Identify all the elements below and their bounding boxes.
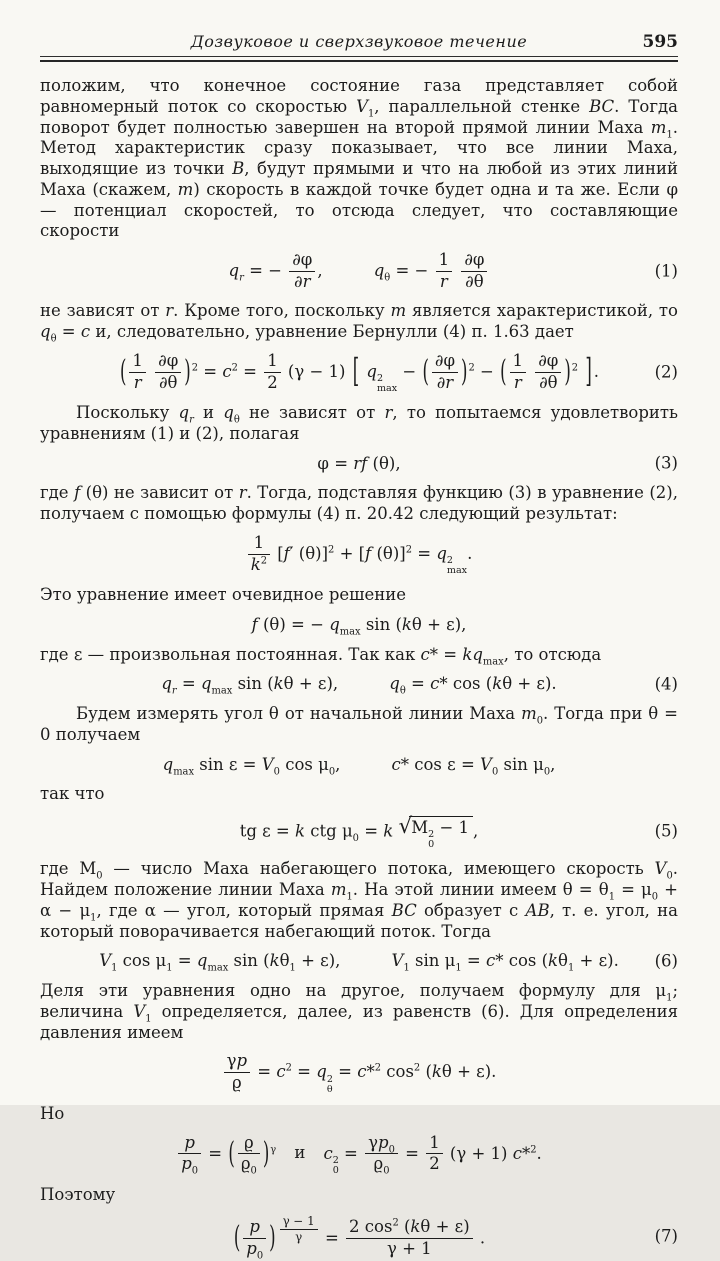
equation-5-body: tg ε = k ctg $\mu_0 = k$ √M 2 0 − 1 , — [239, 813, 479, 851]
equation-2-body: ( $\frac{1}{r}$ $\frac{\partial\varphi}{\partial\theta}$ )$^2 = c^2$ = $\frac{1}{2}$ (γ − 1) [ q 2 max − ( $\frac{\partial\varphi}{\partial r}$ )$^2$ − ( $\frac{1}{r}$ $\frac{\partial\varphi}{\partial\theta}$ )$^2$ ] . — [119, 350, 600, 395]
equation-adiabat — [40, 1134, 678, 1176]
equation-6-body: $V_1$ $\cos \mu_1 = q_{max}$ $\sin (k\theta_1 + \varepsilon)$, $V_1$ $\sin \mu_1 = c*$ $\cos (k\theta_1 + \varepsilon)$. — [99, 951, 619, 974]
equation-pressure-body: $\frac{\gamma p}{ϱ}$ = $c^2 = q$ 2 θ = c*$^2$ $\cos^2 (k\theta + \varepsilon)$. — [222, 1052, 497, 1094]
equation-7-body: ( $\frac{p}{p_0}$ ) $\frac{\gamma - 1}{\gamma}$ = $\frac{2 \cos^2 (k\theta + \varepsilon)}{\gamma + 1}$ . — [233, 1213, 486, 1261]
equation-1-body: $q_r$ = − $\frac{\partial\varphi}{\partial r}$ , $q_\theta$ = − $\frac{1}{r}$ $\frac{\partial\varphi}{\partial\theta}$ — [229, 251, 490, 292]
paragraph-5: Это уравнение имеет очевидное решение — [40, 585, 407, 605]
equation-f-solution-body: f (θ) = − $q_{max}$ sin (kθ + ε), — [251, 614, 467, 638]
equation-initial-conditions-body: $q_{max}$ $\sin \varepsilon = V_0$ $\cos \mu_0$, c* $\cos \varepsilon = V_0$ $\sin \mu_0$, — [162, 754, 556, 777]
equation-adiabat-body: $\frac{p}{p_0}$ = ( $\frac{ϱ}{ϱ_0}$ )$^\gamma$ и c 2 0 = $\frac{\gamma p_0}{ϱ_0}$ = $\frac{1}{2}$ (γ + 1) c*$^2$. — [176, 1134, 542, 1176]
paragraph-12: Поэтому — [40, 1184, 116, 1204]
paragraph-7: Будем измерять угол θ от начальной линии Маха $m_0$. Тогда при θ = 0 получаем — [40, 703, 679, 744]
equation-2-number: (2) — [654, 362, 678, 382]
equation-2 — [40, 352, 678, 394]
equation-f-solution — [40, 615, 678, 636]
equation-f-squared — [40, 534, 678, 576]
equation-1 — [40, 251, 678, 292]
paragraph-8: так что — [40, 784, 105, 804]
equation-3 — [40, 454, 678, 475]
paragraph-6: где ε — произвольная постоянная. Так как $c* = kq_{max}$, то отсюда — [40, 644, 602, 667]
equation-6 — [40, 951, 678, 972]
paragraph-11: Но — [40, 1103, 65, 1123]
equation-3-body: φ = rf (θ), — [317, 453, 401, 473]
running-head — [40, 32, 678, 52]
equation-4-body: $q_r = q_{max}$ sin (kθ + ε), $q_\theta = c*$ cos (kθ + ε). — [161, 674, 557, 697]
equation-initial-conditions — [40, 755, 678, 776]
running-head-title: Дозвуковое и сверхзвуковое течение — [190, 32, 528, 51]
equation-6-number: (6) — [654, 951, 678, 971]
equation-7 — [40, 1215, 678, 1259]
header-rule-thin — [40, 56, 678, 57]
equation-5 — [40, 814, 678, 850]
equation-5-number: (5) — [654, 821, 678, 841]
equation-3-number: (3) — [654, 453, 678, 473]
paragraph-4: где f (θ) не зависит от r. Тогда, подставляя функцию (3) в уравнение (2), получаем с помощью формулы (4) п. 20.42 следующий результат: — [40, 483, 678, 524]
equation-pressure — [40, 1052, 678, 1094]
paragraph-3: Поскольку $q_r$ и $q_\theta$ не зависят от r, то попытаемся удовлетворить уравнениям (1) и (2), полагая — [40, 403, 678, 443]
equation-4-number: (4) — [654, 674, 678, 694]
header-rule-thick — [40, 60, 678, 62]
page-number: 595 — [642, 32, 678, 52]
equation-1-number: (1) — [654, 261, 678, 281]
equation-f-squared-body: $\frac{1}{k^2}$ [f′ (θ)]$^2$ + [f (θ)]$^2$ = q 2 max . — [246, 534, 473, 576]
paragraph-2: не зависят от r. Кроме того, поскольку m является характеристикой, то $q_\theta = c$ и, следовательно, уравнение Бернулли (4) п. 1.63 дает — [40, 301, 678, 345]
equation-7-number: (7) — [654, 1226, 678, 1246]
equation-4 — [40, 674, 678, 695]
paragraph-10: Деля эти уравнения одно на другое, получаем формулу для $\mu_1$; величина $V_1$ определяется, далее, из равенств (6). Для определения давления имеем — [40, 981, 678, 1042]
paragraph-9: где $M_0$ — число Маха набегающего потока, имеющего скорость $V_0$. Найдем положение линии Маха $m_1$. На этой линии имеем $\theta = \theta_1 = \mu_0 + \alpha - \mu_1$, где α — угол, который прямая BC образует с AB, т. е. угол, на который поворачивается набегающий поток. Тогда — [40, 859, 679, 941]
paragraph-1: положим, что конечное состояние газа представляет собой равномерный поток со скоростью $V_1$, параллельной стенке BC. Тогда поворот будет полностью завершен на второй прямой линии Маха $m_1$. Метод характеристик сразу показывает, что все линии Маха, выходящие из точки B, будут прямыми и что на любой из этих линий Маха (скажем, m) скорость в каждой точке будет одна и та же. Если φ — потенциал скоростей, то отсюда следует, что составляющие скорости — [40, 76, 678, 241]
